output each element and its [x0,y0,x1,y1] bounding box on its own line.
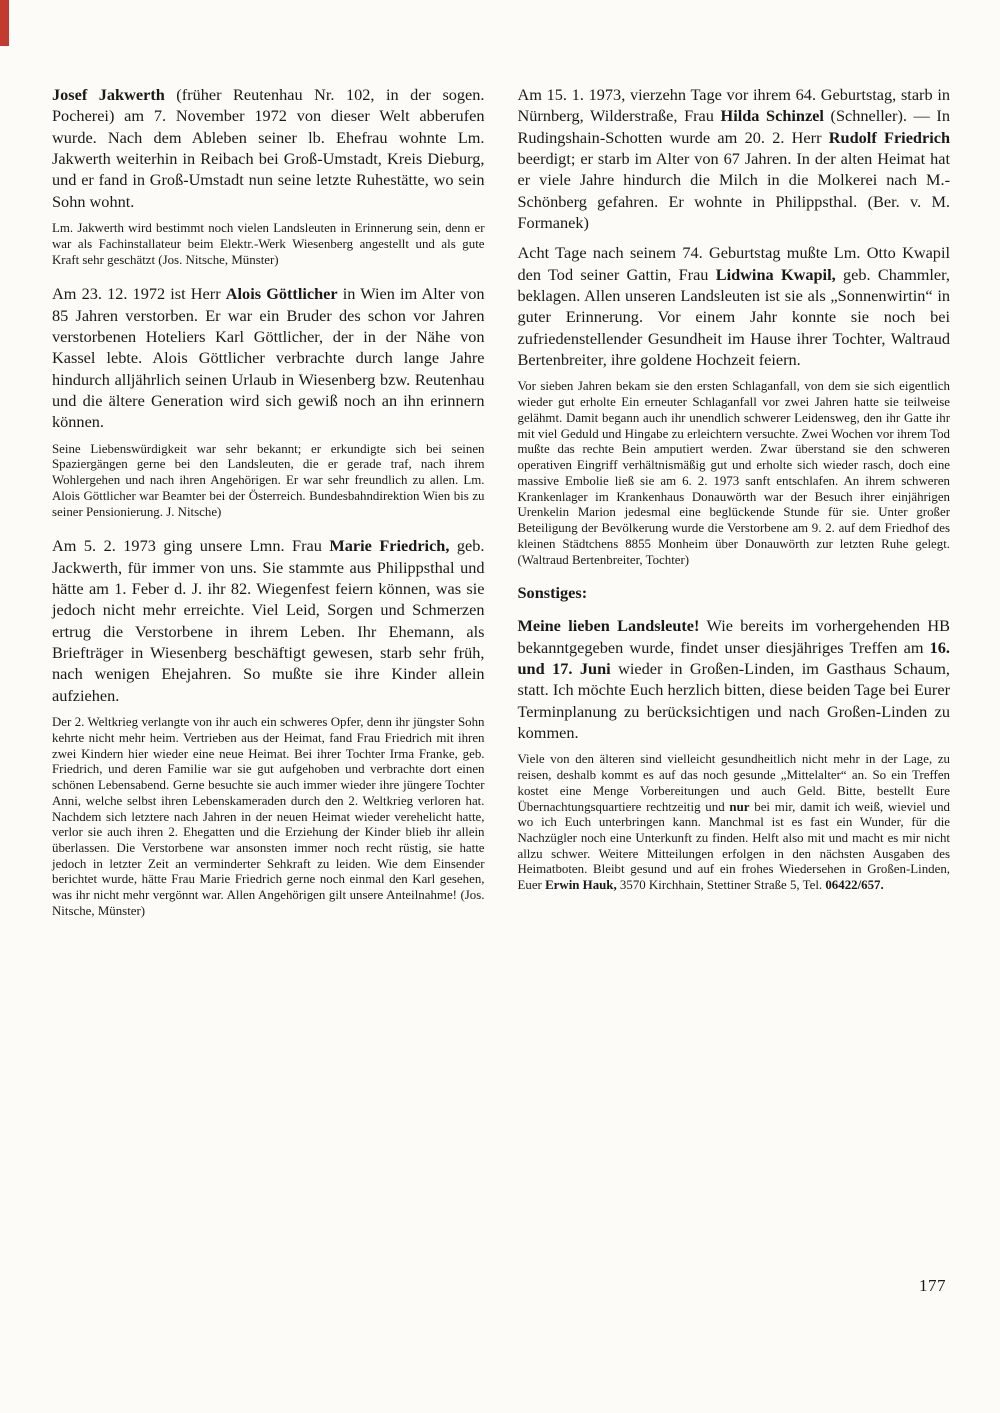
text-paragraph [52,715,485,920]
text-run: Lm. Jakwerth wird bestimmt noch vielen Landsleuten in Erinnerung sein, denn er war als Fachinstallateur beim Elektr.-Werk Wiesenberg angestellt und als gute Kraft sehr geschätzt (Jos. Nitsche, Münster) [52,221,485,267]
text-run: Seine Liebenswürdigkeit war sehr bekannt; er erkundigte sich bei seinen Spaziergängen gerne bei den Landsleuten, die er gerade traf, nach ihrem Wohlergehen und nach ihren Angehörigen. Er war sehr freundlich zu allen. Lm. Alois Göttlicher war Beamter bei der Österreich. Bundesbahndirektion Wien bis zu seiner Pensionierung. J. Nitsche) [52,441,485,519]
text-run: wieder in Großen-Linden, im Gasthaus Schaum, statt. Ich möchte Euch herzlich bitten, diese beiden Tage bei Eurer Terminplanung zu berücksichtigen und nach Großen-Linden zu kommen. [517,658,951,742]
right-column [518,84,951,935]
text-run: Wie bereits im vorhergehenden HB bekanntgegeben wurde, findet unser diesjähriges Treffen am [517,616,951,657]
text-paragraph [52,221,485,268]
text-paragraph [518,84,951,233]
bold-text-run: Meine lieben Landsleute! [517,616,700,636]
section-heading [518,583,951,603]
text-paragraph [52,442,485,521]
bold-text-run: Marie Friedrich, [329,536,450,556]
bold-text-run: Hilda Schinzel [720,106,824,126]
text-paragraph [518,379,951,568]
text-run: Am 5. 2. 1973 ging unsere Lmn. Frau [52,536,330,556]
bold-text-run: Alois Göttlicher [225,284,338,304]
text-run: Der 2. Weltkrieg verlangte von ihr auch ein schweres Opfer, denn ihr jüngster Sohn kehrte nicht mehr heim. Vertrieben aus der Heimat, fand Frau Friedrich mit ihren zwei Kindern hier wieder eine neue Heimat. Bei ihrer Tochter Irma Franke, geb. Friedrich, und deren Familie war sie gut aufgehoben und verbrachte dort einen schönen Lebensabend. Gerne besuchte sie auch immer wieder ihre jüngere Tochter Anni, welche selbst ihren Lebenskameraden durch den 2. Weltkrieg verloren hat. Nachdem sich letztere nach Jahren in der neuen Heimat wieder verehelicht hatte, verlor sie auch ihren 2. Ehegatten und die Erziehung der Kinder blieb ihr allein überlassen. Die Verstorbene war ansonsten immer noch recht rüstig, sie hatte jedoch in letzter Zeit an verminderter Sehkraft zu leiden. Wie dem Einsender berichtet wurde, hätte Frau Marie Friedrich gerne noch einmal den Karl gesehen, was ihr nicht mehr vergönnt war. Allen Angehörigen gilt unsere Anteilnahme! (Jos. Nitsche, Münster) [52,715,485,918]
text-run: (früher Reutenhau Nr. 102, in der sogen. Pocherei) am 7. November 1972 von dieser Welt abberufen wurde. Nach dem Ableben seiner lb. Ehefrau wohnte Lm. Jakwerth weiterhin in Reibach bei Groß-Umstadt, Kreis Dieburg, und er fand in Groß-Umstadt nun seine letzte Ruhestätte, wo sein Sohn wohnt. [52,85,485,211]
text-paragraph [518,752,951,894]
text-run: Vor sieben Jahren bekam sie den ersten Schlaganfall, von dem sie sich eigentlich wieder gut erholte Ein erneuter Schlaganfall vor zwei Jahren hatte sie teilweise gelähmt. Damit begann auch ihr unendlich schwerer Leidensweg, den ihr Gatte ihr mit viel Geduld und Hingabe zu erleichtern versuchte. Zwei Wochen vor ihrem Tod mußte das rechte Bein amputiert werden. Zwar überstand sie den schweren operativen Eingriff verhältnismäßig gut und erholte sich wieder rasch, doch eine massive Embolie ließ sie am 6. 2. 1973 sanft entschlafen. An ihrem schweren Krankenlager im Krankenhaus Donauwörth war der Besuch ihrer einjährigen Urenkelin Marion jedesmal eine beglückende Stunde für sie. Unter großer Beteiligung der Bevölkerung wurde die Verstorbene am 9. 2. auf dem Friedhof des kleinen Städtchens 8855 Monheim über Donauwörth zur letzten Ruhe gelegt. (Waltraud Bertenbreiter, Tochter) [517,379,950,567]
bold-text-run: 16. und 17. Juni [517,637,950,678]
scan-artifact [0,0,9,46]
text-run: Viele von den älteren sind vielleicht gesundheitlich nicht mehr in der Lage, zu reisen, deshalb kommt es auf das noch gesunde „Mittelalter“ an. So ein Treffen kostet eine Menge Vorbereitungen und auch Geld. Bitte, bestellt Eure Übernachtungsquartiere rechtzeitig und [517,752,950,814]
text-run: in Wien im Alter von 85 Jahren verstorben. Er war ein Bruder des schon vor Jahren verstorbenen Hoteliers Karl Göttlicher, der in der Nähe von Kassel lebte. Alois Göttlicher verbrachte durch lange Jahre hindurch alljährlich seinen Urlaub in Wiesenberg bzw. Reutenhau und die ältere Generation wird sich gewiß noch an ihn erinnern können. [52,284,485,432]
text-run: (Schneller). — In Rudingshain-Schotten wurde am 20. 2. Herr [517,106,950,147]
text-run: Am 23. 12. 1972 ist Herr [52,284,226,304]
text-paragraph [52,84,485,212]
bold-text-run: Rudolf Friedrich [828,127,951,147]
text-run: beerdigt; er starb im Alter von 67 Jahren. In der alten Heimat hat er viele Jahre hindurch die Milch in die Molkerei nach M.-Schönberg gefahren. Er wohnte in Philippsthal. (Ber. v. M. Formanek) [517,149,950,233]
text-paragraph [518,615,951,743]
text-run: geb. Chammler, beklagen. Allen unseren Landsleuten ist sie als „Sonnenwirtin“ in guter Erinnerung. Vor einem Jahr konnte sie noch bei zufriedenstellender Gesundheit im Hause ihrer Tochter, Waltraud Bertenbreiter, ihre goldene Hochzeit feiern. [517,264,950,370]
bold-text-run: Sonstiges: [517,583,588,603]
bold-text-run: Josef Jakwerth [52,85,165,104]
text-run: Am 15. 1. 1973, vierzehn Tage vor ihrem 64. Geburtstag, starb in Nürnberg, Wilderstraße, Frau [517,85,950,126]
text-paragraph [52,283,485,432]
bold-text-run: Lidwina Kwapil, [715,264,836,284]
page-content [52,84,950,935]
left-column [52,84,485,935]
text-run: bei mir, damit ich weiß, wieviel und wo ich Euch unterbringen kann. Manchmal ist es fast ein Wunder, für die Nachzügler noch eine Unterkunft zu finden. Helft also mit und macht es mir nicht allzu schwer. Weitere Mitteilungen erfolgen in den nächsten Ausgaben des Heimatboten. Bleibt gesund und auf ein frohes Wiedersehen in Großen-Linden, Euer [517,799,950,893]
text-run: 3570 Kirchhain, Stettiner Straße 5, Tel. [616,878,826,893]
text-paragraph [518,242,951,370]
page-number: 177 [919,1276,946,1295]
text-paragraph [52,535,485,706]
text-run: Acht Tage nach seinem 74. Geburtstag mußte Lm. Otto Kwapil den Tod seiner Gattin, Frau [517,243,950,284]
text-run: geb. Jackwerth, für immer von uns. Sie stammte aus Philippsthal und hätte am 1. Feber d. J. ihr 82. Wiegenfest feiern können, was sie jedoch nicht mehr erreichte. Viel Leid, Sorgen und Schmerzen ertrug die Verstorbene in ihrem Leben. Ihr Ehemann, als Briefträger in Wiesenberg beschäftigt gewesen, starb sehr früh, nach wenigen Ehejahren. So mußte sie ihre Kinder allein aufziehen. [52,536,485,705]
bold-text-run: 06422/657. [825,878,884,893]
bold-text-run: nur [729,799,750,814]
bold-text-run: Erwin Hauk, [545,878,617,893]
